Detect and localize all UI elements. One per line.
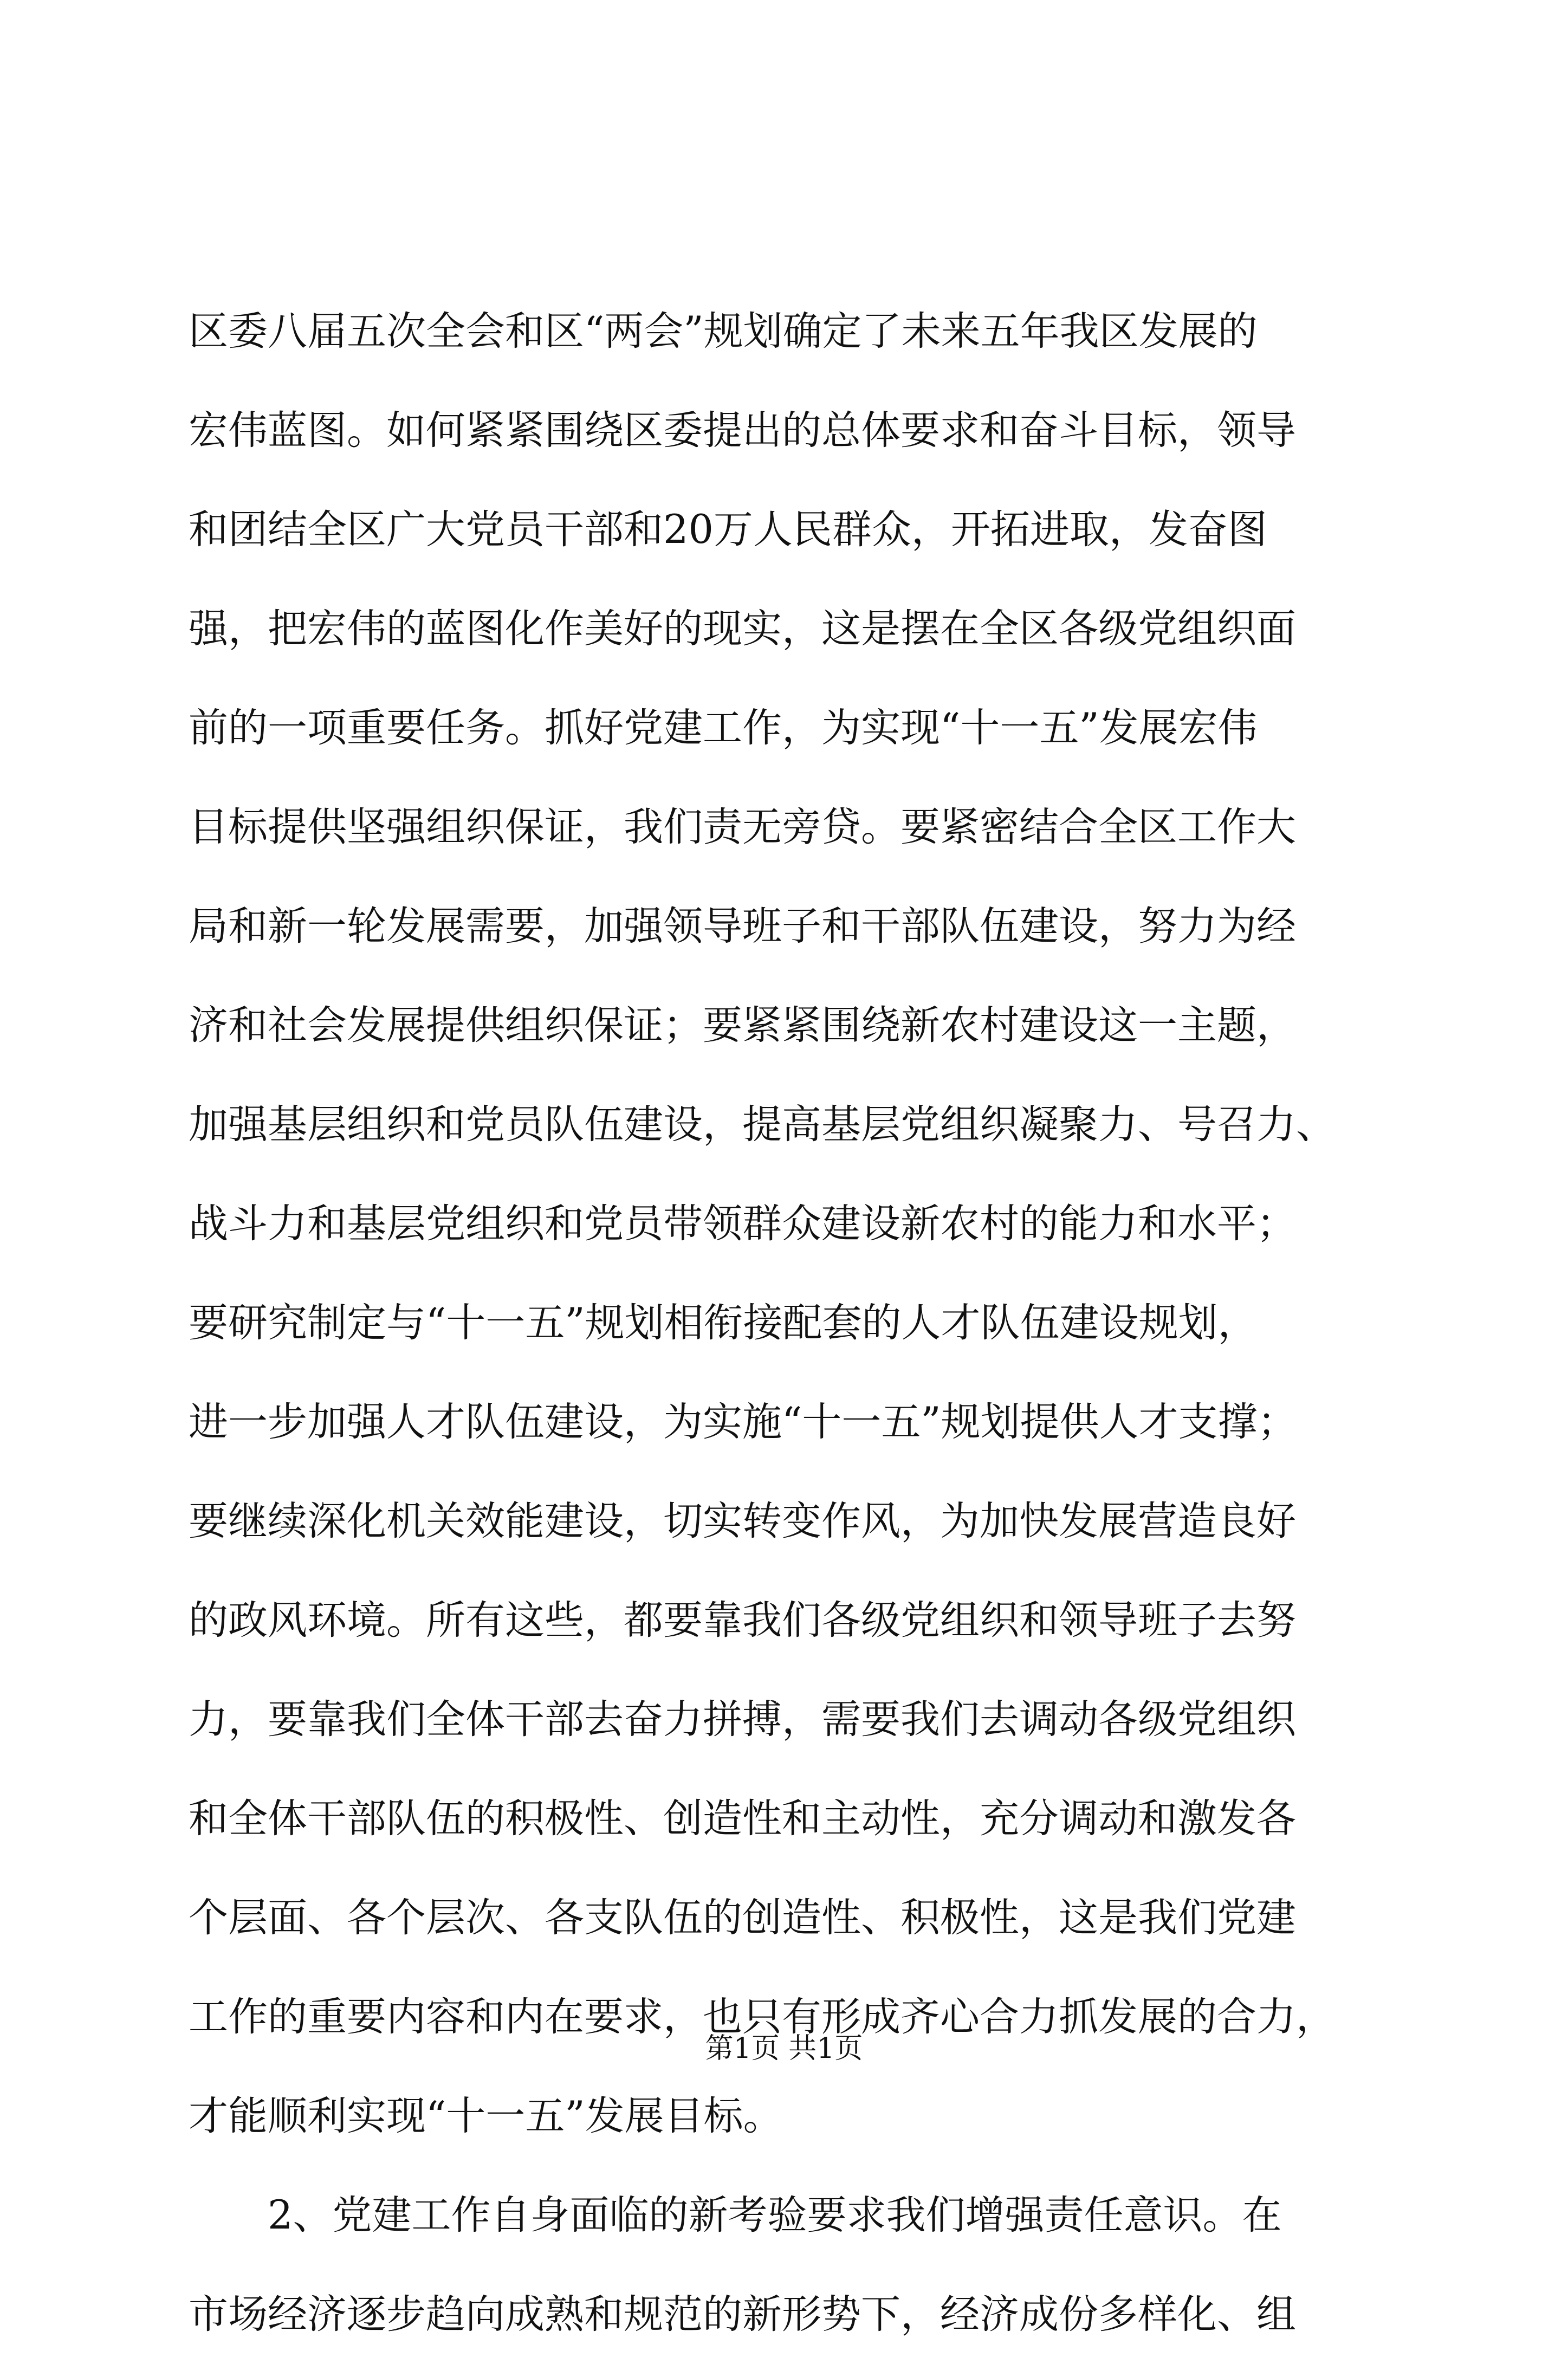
page-footer — [0, 2030, 1568, 2068]
text-line: 要研究制定与“十一五”规划相衔接配套的人才队伍建设规划， — [189, 1300, 1258, 1346]
text-line: 和全体干部队伍的积极性、创造性和主动性，充分调动和激发各 — [189, 1796, 1296, 1842]
text-line: 个层面、各个层次、各支队伍的创造性、积极性，这是我们党建 — [189, 1895, 1296, 1941]
text-line: 强，把宏伟的蓝图化作美好的现实，这是摆在全区各级党组织面 — [189, 606, 1296, 652]
paragraph-2 — [189, 2166, 1381, 2364]
text-line: 市场经济逐步趋向成熟和规范的新形势下，经济成份多样化、组 — [189, 2291, 1296, 2337]
text-line: 2、党建工作自身面临的新考验要求我们增强责任意识。在 — [268, 2192, 1282, 2238]
text-line: 要继续深化机关效能建设，切实转变作风，为加快发展营造良好 — [189, 1498, 1296, 1544]
text-line: 目标提供坚强组织保证，我们责无旁贷。要紧密结合全区工作大 — [189, 804, 1296, 850]
text-line: 战斗力和基层党组织和党员带领群众建设新农村的能力和水平； — [189, 1201, 1296, 1247]
text-line: 和团结全区广大党员干部和20万人民群众，开拓进取，发奋图 — [189, 507, 1267, 553]
text-line: 加强基层组织和党员队伍建设，提高基层党组织凝聚力、号召力、 — [189, 1102, 1336, 1148]
text-line: 前的一项重要任务。抓好党建工作，为实现“十一五”发展宏伟 — [189, 705, 1258, 751]
text-line: 才能顺利实现“十一五”发展目标。 — [189, 2093, 783, 2139]
page-number: 第1页 共1页 — [705, 2032, 863, 2065]
text-line: 局和新一轮发展需要，加强领导班子和干部队伍建设，努力为经 — [189, 903, 1296, 949]
text-line: 宏伟蓝图。如何紧紧围绕区委提出的总体要求和奋斗目标，领导 — [189, 407, 1296, 454]
text-line: 区委八届五次全会和区“两会”规划确定了未来五年我区发展的 — [189, 308, 1258, 354]
text-line: 的政风环境。所有这些，都要靠我们各级党组织和领导班子去努 — [189, 1597, 1296, 1643]
text-line: 济和社会发展提供组织保证；要紧紧围绕新农村建设这一主题， — [189, 1002, 1296, 1048]
paragraph-1 — [189, 282, 1381, 2166]
text-line: 力，要靠我们全体干部去奋力拼搏，需要我们去调动各级党组织 — [189, 1696, 1296, 1743]
text-line: 进一步加强人才队伍建设，为实施“十一五”规划提供人才支撑； — [189, 1399, 1297, 1445]
text-line: 工作的重要内容和内在要求，也只有形成齐心合力抓发展的合力， — [189, 1994, 1336, 2040]
